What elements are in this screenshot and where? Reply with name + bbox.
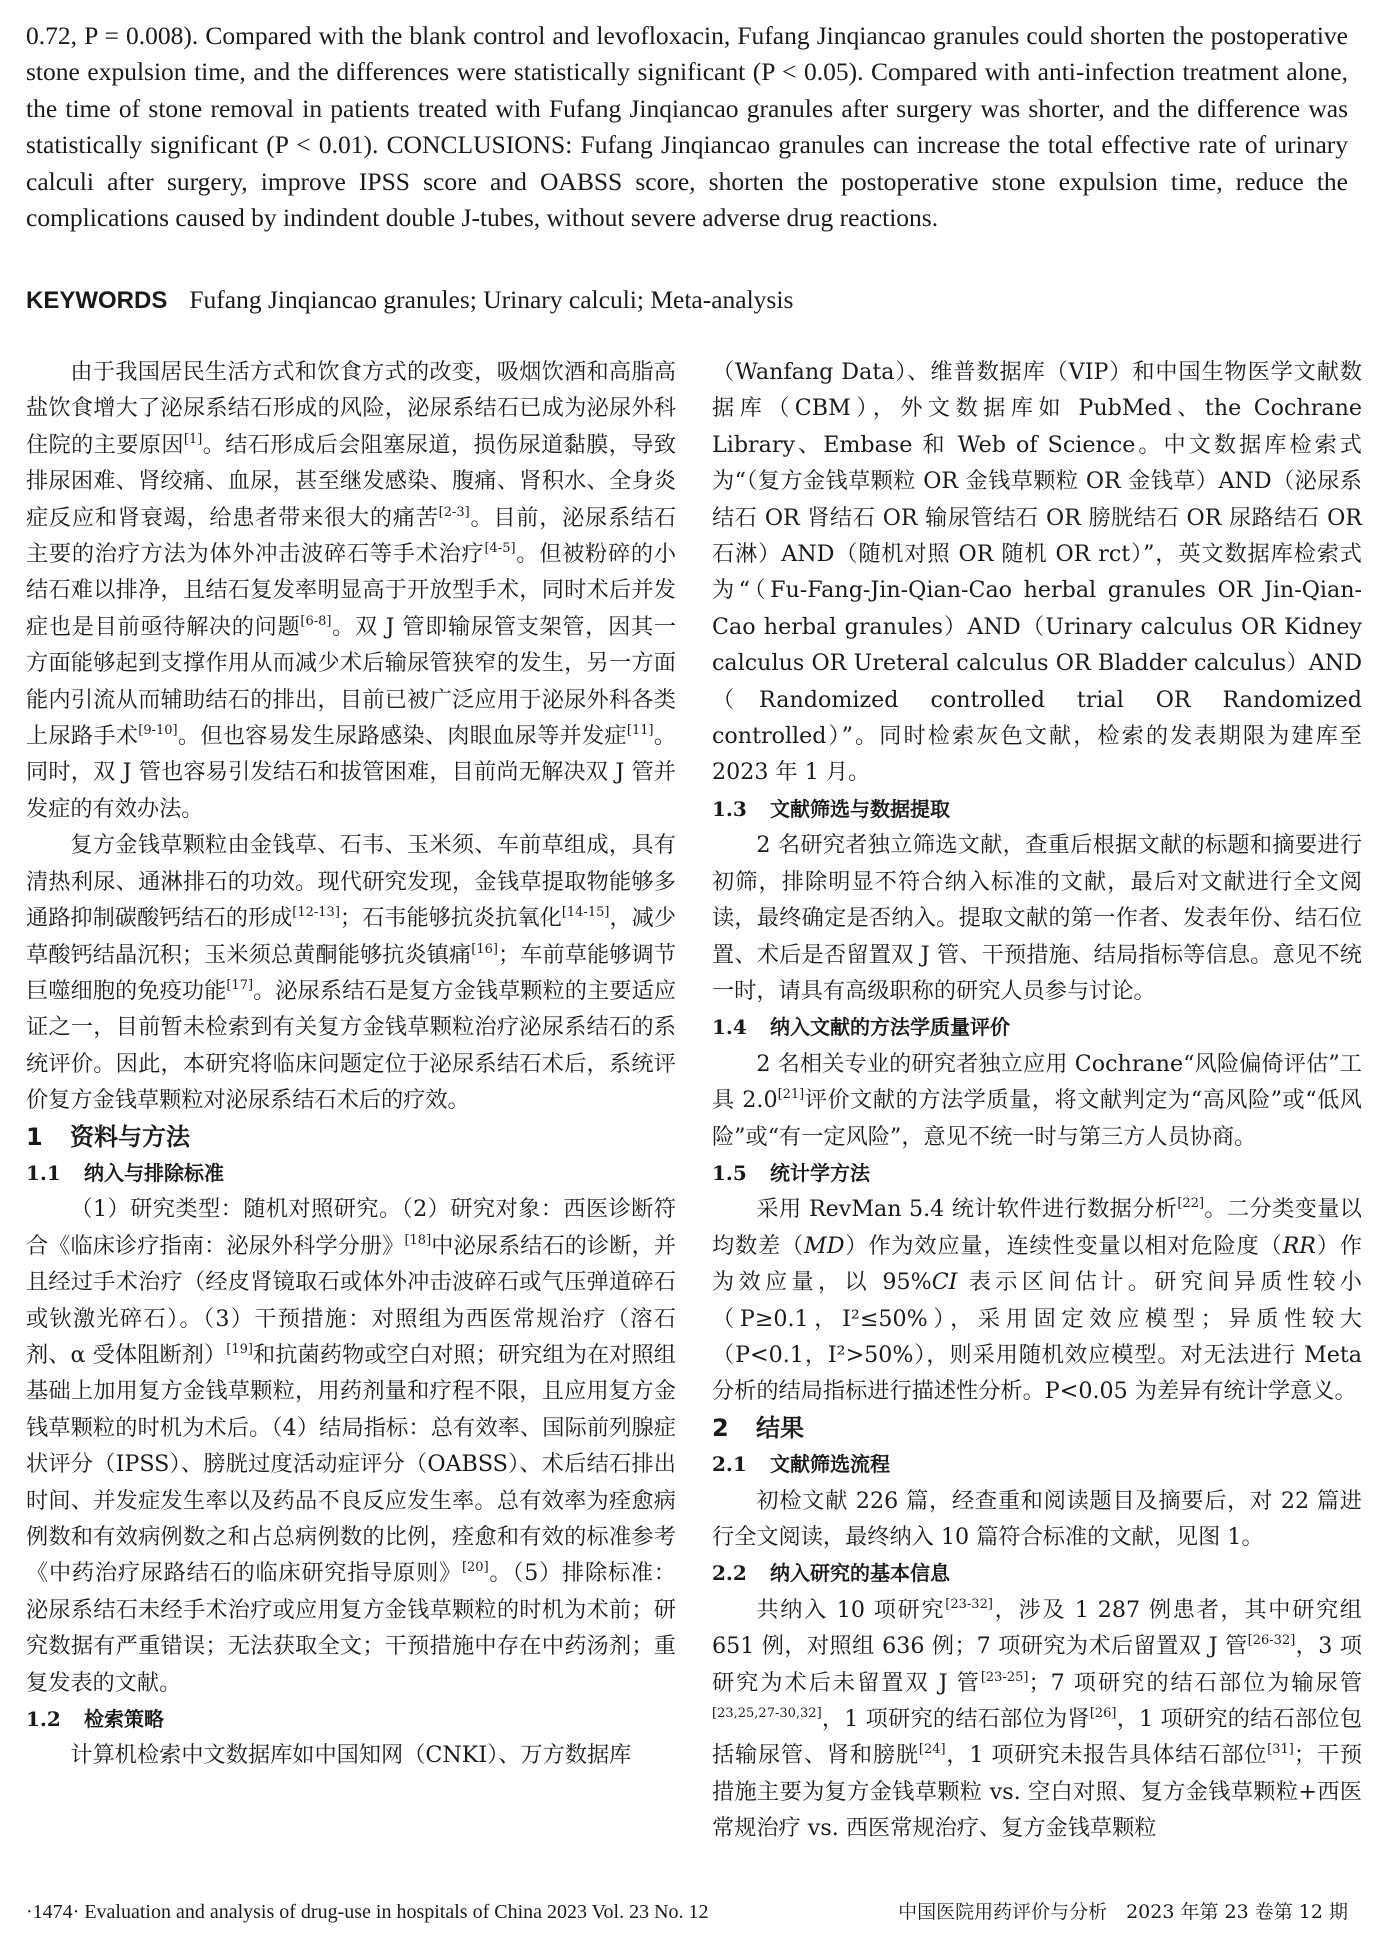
footer-journal-chinese: 中国医院用药评价与分析 2023 年第 23 卷第 12 期: [898, 1901, 1348, 1923]
citation: [20]: [461, 1560, 489, 1576]
citation: [9-10]: [138, 723, 178, 739]
citation: [14-15]: [561, 905, 610, 921]
screening-paragraph: 2 名研究者独立筛选文献，查重后根据文献的标题和摘要进行初筛，排除明显不符合纳入标准的文献，最后对文献进行全文阅读，最终确定是否纳入。提取文献的第一作者、发表年份、结石位置、术后是否留置双 J 管、干预措施、结局指标等信息。意见不统一时，请具有高级职称的研究人员参与讨论。: [712, 832, 1362, 1004]
citation: [16]: [471, 941, 498, 957]
search-paragraph-start: 计算机检索中文数据库如中国知网（CNKI）、万方数据库: [70, 1742, 632, 1769]
citation: [24]: [918, 1742, 946, 1758]
screening-results-paragraph: 初检文献 226 篇，经查重和阅读题目及摘要后，对 22 篇进行全文阅读，最终纳入 10 篇符合标准的文献，见图 1。: [712, 1487, 1362, 1550]
intro-paragraph-1: 由于我国居民生活方式和饮食方式的改变，吸烟饮酒和高脂高盐饮食增大了泌尿系结石形成的风险，泌尿系结石已成为泌尿外科住院的主要原因[1]。结石形成后会阻塞尿道，损伤尿道黏膜，导致排尿困难、肾绞痛、血尿，甚至继发感染、腹痛、肾积水、全身炎症反应和肾衰竭，给患者带来很大的痛苦[2-3]。目前，泌尿系结石主要的治疗方法为体外冲击波碎石等手术治疗[4-5]。但被粉碎的小结石难以排净，且结石复发率明显高于开放型手术，同时术后并发症也是目前亟待解决的问题[6-8]。双 J 管即输尿管支架管，因其一方面能够起到支撑作用从而减少术后输尿管狭窄的发生，另一方面能内引流从而辅助结石的排出，目前已被广泛应用于泌尿外科各类上尿路手术[9-10]。但也容易发生尿路感染、肉眼血尿等并发症[11]。同时，双 J 管也容易引发结石和拔管困难，目前尚无解决双 J 管并发症的有效办法。: [26, 359, 677, 822]
section-heading-1-1: 1.1 纳入与排除标准: [26, 1160, 224, 1185]
section-heading-1-2: 1.2 检索策略: [26, 1707, 164, 1732]
quality-paragraph: 2 名相关专业的研究者独立应用 Cochrane“风险偏倚评估”工具 2.0[21]评价文献的方法学质量，将文献判定为“高风险”或“低风险”或“有一定风险”，意见不统一时与第三方人员协商。: [712, 1050, 1362, 1150]
search-paragraph-cont: （Wanfang Data）、维普数据库（VIP）和中国生物医学文献数据库（CBM），外文数据库如 PubMed、the Cochrane Library、Embase 和 Web of Science。中文数据库检索式为“（复方金钱草颗粒 OR 金钱草颗粒 OR 金钱草）AND（泌尿系结石 OR 肾结石 OR 输尿管结石 OR 膀胱结石 OR 尿路结石 OR 石淋）AND（随机对照 OR 随机 OR rct）”，英文数据库检索式为“（Fu-Fang-Jin-Qian-Cao herbal granules OR Jin-Qian-Cao herbal granules）AND（Urinary calculus OR Kidney calculus OR Ureteral calculus OR Bladder calculus）AND（Randomized controlled trial OR Randomized controlled）”。同时检索灰色文献，检索的发表期限为建库至 2023 年 1 月。: [712, 359, 1362, 786]
keywords-text: Fufang Jinqiancao granules; Urinary calculi; Meta-analysis: [189, 285, 794, 314]
citation: [26]: [1089, 1706, 1117, 1722]
citation: [12-13]: [292, 905, 340, 921]
citation: [2-3]: [438, 504, 470, 520]
abstract-text: 0.72, P = 0.008). Compared with the blank control and levofloxacin, Fufang Jinqiancao granules could shorten the postoperative stone expulsion time, and the differences were statistically significant (P < 0.05). Compared with anti-infection treatment alone, the time of stone removal in patients treated with Fufang Jinqiancao granules after surgery was shorter, and the difference was statistically significant (P < 0.01). CONCLUSIONS: Fufang Jinqiancao granules can increase the total effective rate of urinary calculi after surgery, improve IPSS score and OABSS score, shorten the postoperative stone expulsion time, reduce the complications caused by indindent double J-tubes, without severe adverse drug reactions.: [26, 21, 1348, 233]
citation: [23,25,27-30,32]: [712, 1706, 822, 1722]
abstract-english: [26, 18, 1348, 236]
citation: [1]: [183, 431, 203, 447]
citation: [31]: [1267, 1742, 1294, 1758]
citation: [4-5]: [484, 541, 516, 557]
citation: [17]: [226, 977, 254, 993]
footer-journal-english: ·1474· Evaluation and analysis of drug-use in hospitals of China 2023 Vol. 23 No. 12: [26, 1901, 709, 1923]
intro-paragraph-2: 复方金钱草颗粒由金钱草、石韦、玉米须、车前草组成，具有清热利尿、通淋排石的功效。现代研究发现，金钱草提取物能够多通路抑制碳酸钙结石的形成[12-13]；石韦能够抗炎抗氧化[14-15]，减少草酸钙结晶沉积；玉米须总黄酮能够抗炎镇痛[16]；车前草能够调节巨噬细胞的免疫功能[17]。泌尿系结石是复方金钱草颗粒的主要适应证之一，目前暂未检索到有关复方金钱草颗粒治疗泌尿系结石的系统评价。因此，本研究将临床问题定位于泌尿系结石术后，系统评价复方金钱草颗粒对泌尿系结石术后的疗效。: [26, 832, 677, 1114]
section-heading-2-1: 2.1 文献筛选流程: [712, 1452, 890, 1477]
citation: [6-8]: [300, 613, 332, 629]
section-heading-1: 1 资料与方法: [26, 1122, 190, 1151]
keywords-line: [26, 282, 1348, 319]
studies-info-paragraph: 共纳入 10 项研究[23-32]，涉及 1 287 例患者，其中研究组 651 例，对照组 636 例；7 项研究为术后留置双 J 管[26-32]，3 项研究为术后未留置双 J 管[23-25]；7 项研究的结石部位为输尿管[23,25,27-30,32]，1 项研究的结石部位为肾[26]，1 项研究的结石部位包括输尿管、肾和膀胱[24]，1 项研究未报告具体结石部位[31]；干预措施主要为复方金钱草颗粒 vs. 空白对照、复方金钱草颗粒+西医常规治疗 vs. 西医常规治疗、复方金钱草颗粒: [712, 1596, 1363, 1842]
section-heading-2: 2 结果: [712, 1413, 804, 1442]
stats-paragraph: 采用 RevMan 5.4 统计软件进行数据分析[22]。二分类变量以均数差（MD）作为效应量，连续性变量以相对危险度（RR）作为效应量，以 95%CI 表示区间估计。研究间异质性较小（P≥0.1，I²≤50%），采用固定效应模型；异质性较大（P<0.1，I²>50%），则采用随机效应模型。对无法进行 Meta 分析的结局指标进行描述性分析。P<0.05 为差异有统计学意义。: [712, 1196, 1363, 1405]
citation: [22]: [1177, 1196, 1205, 1212]
criteria-paragraph: （1）研究类型：随机对照研究。（2）研究对象：西医诊断符合《临床诊疗指南：泌尿外科学分册》[18]中泌尿系结石的诊断，并且经过手术治疗（经皮肾镜取石或体外冲击波碎石或气压弹道碎石或钬激光碎石）。（3）干预措施：对照组为西医常规治疗（溶石剂、α 受体阻断剂）[19]和抗菌药物或空白对照；研究组为在对照组基础上加用复方金钱草颗粒，用药剂量和疗程不限，且应用复方金钱草颗粒的时机为术后。（4）结局指标：总有效率、国际前列腺症状评分（IPSS）、膀胱过度活动症评分（OABSS）、术后结石排出时间、并发症发生率以及药品不良反应发生率。总有效率为痊愈病例数和有效病例数之和占总病例数的比例，痊愈和有效的标准参考《中药治疗尿路结石的临床研究指导原则》[20]。（5）排除标准：泌尿系结石未经手术治疗或应用复方金钱草颗粒的时机为术前；研究数据有严重错误；无法获取全文；干预措施中存在中药汤剂；重复发表的文献。: [26, 1196, 677, 1696]
section-heading-1-3: 1.3 文献筛选与数据提取: [712, 796, 950, 821]
citation: [23-25]: [980, 1669, 1029, 1685]
left-column: [26, 354, 676, 1774]
citation: [19]: [226, 1341, 253, 1357]
citation: [11]: [626, 723, 654, 739]
keywords-label: KEYWORDS: [26, 287, 168, 314]
right-column: [712, 354, 1362, 1847]
section-heading-1-5: 1.5 统计学方法: [712, 1160, 870, 1185]
citation: [23-32]: [945, 1596, 993, 1612]
citation: [18]: [404, 1232, 432, 1248]
section-heading-2-2: 2.2 纳入研究的基本信息: [712, 1561, 950, 1586]
citation: [26-32]: [1247, 1633, 1296, 1649]
section-heading-1-4: 1.4 纳入文献的方法学质量评价: [712, 1015, 1010, 1040]
citation: [21]: [777, 1087, 805, 1103]
